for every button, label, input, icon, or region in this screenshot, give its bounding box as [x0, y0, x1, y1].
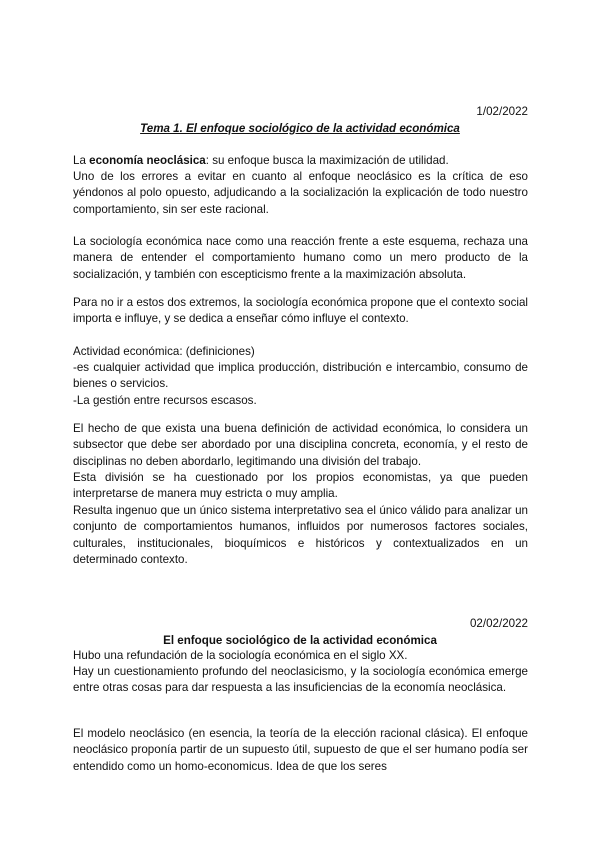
- section1-intro: [73, 153, 528, 169]
- intro-prefix: La: [73, 154, 90, 167]
- definition-item-1: -es cualquier actividad que implica producción, distribución e intercambio, consumo de bienes o servicios.: [73, 361, 528, 391]
- section1-paragraph-1: Uno de los errores a evitar en cuanto al enfoque neoclásico es la crítica de eso yéndonos al polo opuesto, adjudicando a la socialización la explicación de todo nuestro comportamiento, sin ser este racional.: [73, 170, 528, 216]
- section1-paragraph-5: Esta división se ha cuestionado por los propios economistas, ya que pueden interpretarse de manera muy estricta o muy amplia.: [73, 471, 528, 501]
- section2-line-1: Hubo una refundación de la sociología económica en el siglo XX.: [73, 649, 408, 662]
- section1-paragraph-4: El hecho de que exista una buena definición de actividad económica, lo considera un subsector que debe ser abordado por una disciplina concreta, economía, y el resto de disciplinas no deben abordarlo, legitimando una división del trabajo.: [73, 422, 528, 468]
- section2-title: El enfoque sociológico de la actividad económica: [163, 634, 437, 647]
- section1-date: 1/02/2022: [476, 105, 528, 118]
- intro-suffix: : su enfoque busca la maximización de utilidad.: [205, 154, 449, 167]
- section1-paragraph-3: Para no ir a estos dos extremos, la sociología económica propone que el contexto social importa e influye, y se dedica a enseñar cómo influye el contexto.: [73, 296, 528, 326]
- definition-item-2: -La gestión entre recursos escasos.: [73, 394, 257, 407]
- section1-title: Tema 1. El enfoque sociológico de la actividad económica: [140, 122, 460, 135]
- section2-date: 02/02/2022: [469, 617, 528, 630]
- section2-paragraph-1: Hay un cuestionamiento profundo del neoclasicismo, y la sociología económica emerge entre otras cosas para dar respuesta a las insuficiencias de la economía neoclásica.: [73, 665, 528, 695]
- section1-paragraph-6: Resulta ingenuo que un único sistema interpretativo sea el único válido para analizar un conjunto de comportamientos humanos, influidos por numerosos factores sociales, culturales, institucionales, bioquímicos e históricos y contextualizados en un determinado contexto.: [73, 504, 528, 566]
- section2-paragraph-2: El modelo neoclásico (en esencia, la teoría de la elección racional clásica). El enfoque neoclásico proponía partir de un supuesto útil, supuesto de que el ser humano podía ser entendido como un homo-economicus. Idea de que los seres: [73, 727, 528, 773]
- intro-term: economía neoclásica: [89, 154, 206, 167]
- definitions-heading: Actividad económica: (definiciones): [73, 345, 255, 358]
- section1-paragraph-2: La sociología económica nace como una reacción frente a este esquema, rechaza una manera de entender el comportamiento humano como un mero producto de la socialización, y también con escepticismo frente a la maximización absoluta.: [73, 235, 528, 281]
